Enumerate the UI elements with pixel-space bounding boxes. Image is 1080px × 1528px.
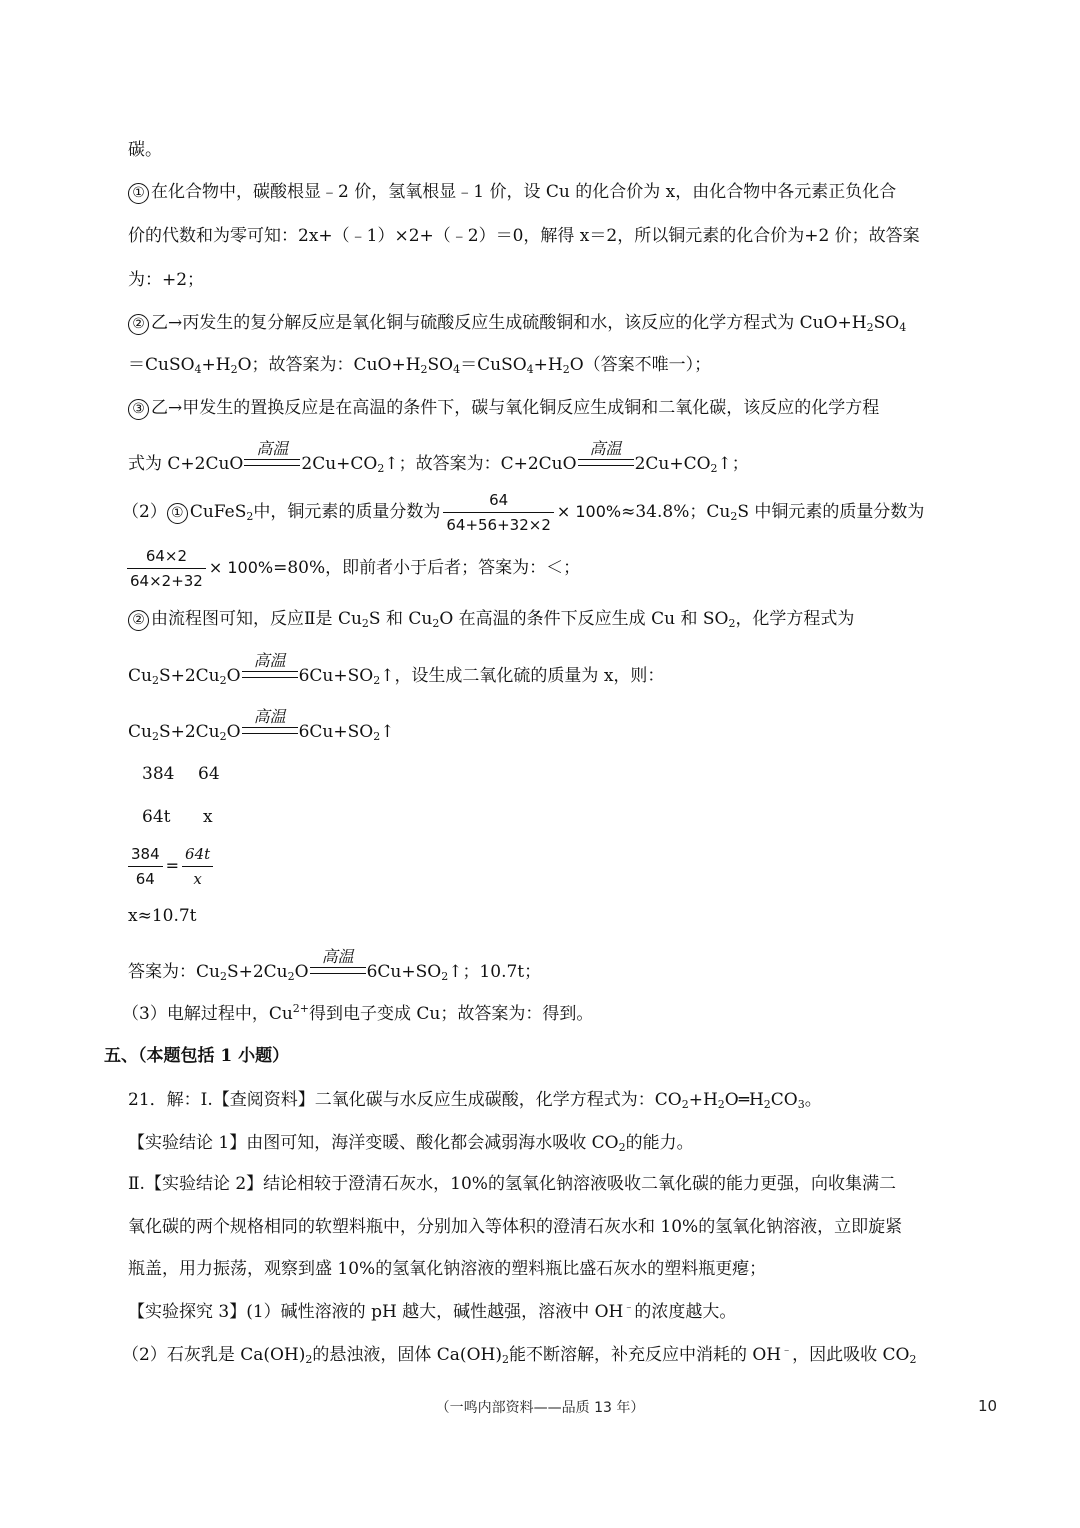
high-temp-condition: 高温	[244, 452, 300, 476]
page-footer: （一鸣内部资料——品质 13 年）	[435, 1400, 645, 1416]
circled-1-icon: ①	[167, 503, 188, 524]
text-line: 氧化碳的两个规格相同的软塑料瓶中，分别加入等体积的澄清石灰水和 10%的氢氧化钠溶液，立即旋紧	[128, 1217, 903, 1237]
high-temp-condition: 高温	[578, 452, 634, 476]
equation-line: 答案为：$Cu_2S+2Cu_2O$ 高温 $6Cu+SO_2↑$；10.7t；	[128, 947, 542, 983]
circled-1-icon: ①	[128, 183, 149, 204]
text-line: x≈10.7t	[128, 906, 197, 926]
proportion-equation: $\frac{384}{64}$ = $\frac{64t}{x}$	[125, 842, 216, 891]
text-line: ③ 乙→甲发生的置换反应是在高温的条件下，碳与氧化铜反应生成铜和二氧化碳，该反应的化学方程	[128, 396, 879, 420]
text-line: 价的代数和为零可知：2x+（﹣1）×2+（﹣2）＝0，解得 x＝2，所以铜元素的化合价为+2 价；故答案	[128, 226, 920, 246]
ratio-value: 384	[142, 764, 175, 784]
text-line: 21．解：Ⅰ.【查阅资料】二氧化碳与水反应生成碳酸，化学方程式为：$CO_2+H_2O═H_2CO_3$。	[128, 1090, 822, 1111]
circled-2-icon: ②	[128, 314, 149, 335]
text-line: （2）石灰乳是 $Ca(OH)_2$的悬浊液，固体 $Ca(OH)_2$能不断溶解，补充反应中消耗的 OH﹣，因此吸收 $CO_2$	[122, 1343, 917, 1366]
text-line: $\frac{64\times 2}{64\times 2+32}$ × 100%=80%，即前者小于后者；答案为：＜；	[124, 544, 580, 593]
page-number: 10	[978, 1397, 998, 1415]
equation-line: $Cu_2S+2Cu_2O$ 高温 $6Cu+SO_2↑$，设生成二氧化硫的质量为 x，则：	[128, 651, 665, 687]
text-line: 碳。	[128, 140, 162, 160]
text-line: 【实验结论 1】由图可知，海洋变暖、酸化都会减弱海水吸收 $CO_2$的能力。	[128, 1133, 694, 1154]
ratio-value: 64	[198, 764, 220, 784]
section-heading: 五、（本题包括 1 小题）	[104, 1046, 290, 1066]
high-temp-condition: 高温	[242, 720, 298, 744]
text-line: ② 乙→丙发生的复分解反应是氧化铜与硫酸反应生成硫酸铜和水，该反应的化学方程式为 $CuO+H_2SO_4$	[128, 311, 906, 335]
text-line: Ⅱ.【实验结论 2】结论相较于澄清石灰水，10%的氢氧化钠溶液吸收二氧化碳的能力更强，向收集满二	[128, 1174, 896, 1194]
equation-line: 式为 C+2CuO 高温 $2Cu+CO_2↑$；故答案为：C+2CuO 高温 $2Cu+CO_2↑$；	[128, 439, 749, 475]
ratio-value: 64t	[142, 807, 171, 827]
high-temp-condition: 高温	[310, 960, 366, 984]
text-line: （2） ① CuFeS$_2$中，铜元素的质量分数为 $\frac{64}{64+56+32\times 2}$ × 100%≈34.8%；$Cu_2S$ 中铜元素的质量分数为	[122, 488, 924, 537]
fraction: $\frac{64t}{x}$	[182, 842, 213, 891]
high-temp-condition: 高温	[242, 664, 298, 688]
text-line: $=CuSO_4+H_2O$；故答案为：$CuO+H_2SO_4=CuSO_4+H_2O$（答案不唯一）；	[128, 355, 712, 376]
equation-line: $Cu_2S+2Cu_2O$ 高温 $6Cu+SO_2↑$	[128, 707, 395, 743]
text-line: ① 在化合物中，碳酸根显﹣2 价，氢氧根显﹣1 价，设 Cu 的化合价为 x，由化合物中各元素正负化合	[128, 180, 896, 204]
fraction: $\frac{384}{64}$	[128, 842, 163, 891]
text-line: 瓶盖，用力振荡，观察到盛 10%的氢氧化钠溶液的塑料瓶比盛石灰水的塑料瓶更瘪；	[128, 1259, 767, 1279]
fraction: $\frac{64\times 2}{64\times 2+32}$	[127, 544, 206, 593]
ratio-value: x	[203, 807, 213, 827]
circled-2-icon: ②	[128, 610, 149, 631]
text-line: ② 由流程图可知，反应Ⅱ是 $Cu_2S$ 和 $Cu_2O$ 在高温的条件下反应生成 Cu 和 $SO_2$，化学方程式为	[128, 607, 854, 631]
fraction: $\frac{64}{64+56+32\times 2}$	[443, 488, 554, 537]
circled-3-icon: ③	[128, 399, 149, 420]
text-line: （3）电解过程中，$Cu^{2+}$得到电子变成 Cu；故答案为：得到。	[122, 1002, 594, 1024]
text-line: 【实验探究 3】(1）碱性溶液的 pH 越大，碱性越强，溶液中 OH﹣的浓度越大。	[128, 1300, 737, 1322]
text-line: 为：+2；	[128, 270, 205, 290]
